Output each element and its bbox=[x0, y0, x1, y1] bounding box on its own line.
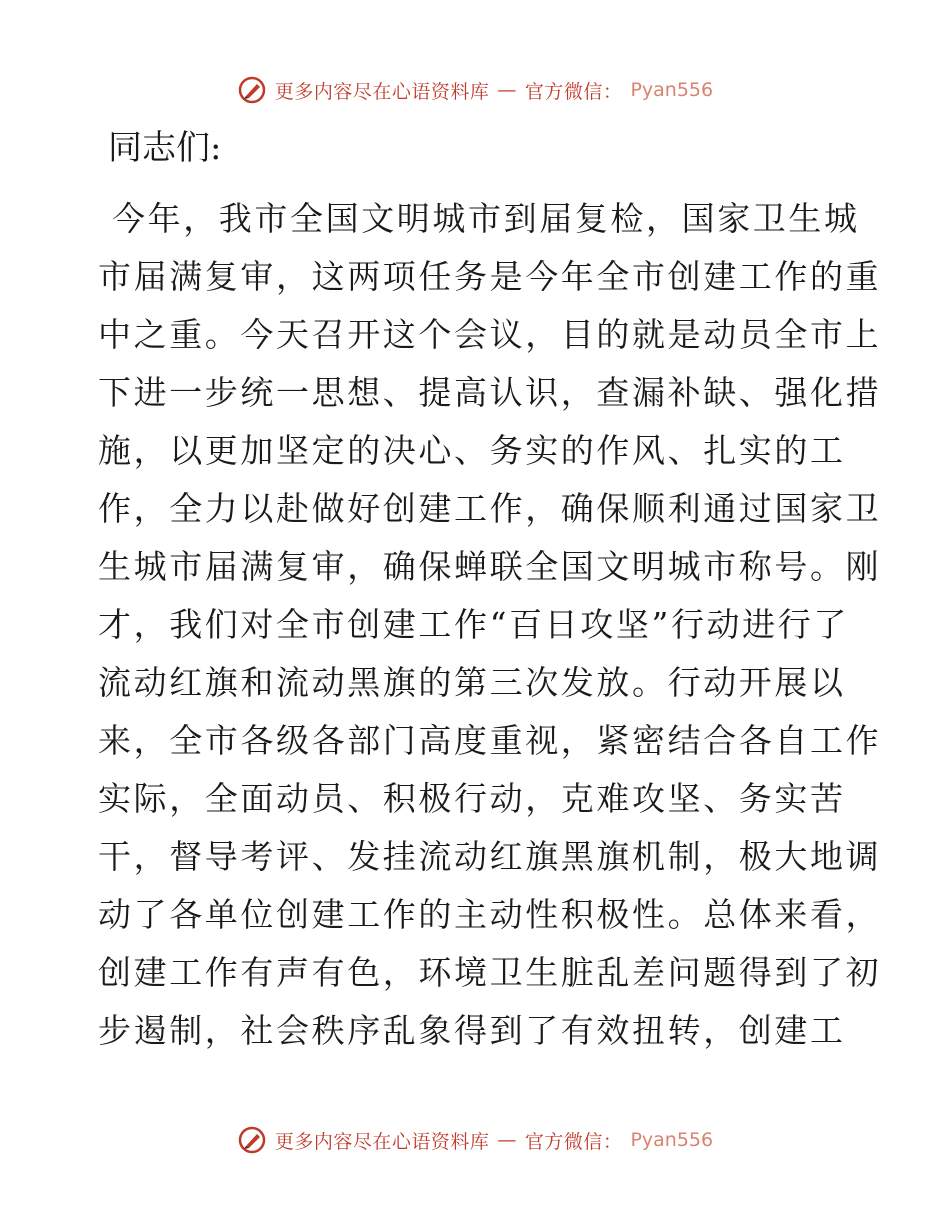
body-line: 流动红旗和流动黑旗的第三次发放。行动开展以 bbox=[98, 663, 846, 702]
body-line: 干，督导考评、发挂流动红旗黑旗机制，极大地调 bbox=[98, 837, 882, 876]
header-watermark bbox=[0, 70, 950, 110]
pen-circle-logo-icon bbox=[237, 1125, 267, 1155]
body-line: 步遏制，社会秩序乱象得到了有效扭转，创建工 bbox=[98, 1011, 846, 1050]
watermark-contact-id: Pyan556 bbox=[630, 1129, 714, 1151]
body-line: 创建工作有声有色，环境卫生脏乱差问题得到了初 bbox=[98, 953, 882, 992]
body-line: 中之重。今天召开这个会议，目的就是动员全市上 bbox=[98, 315, 882, 354]
watermark-contact-id: Pyan556 bbox=[630, 79, 714, 101]
watermark-text: 更多内容尽在心语资料库 bbox=[274, 80, 490, 103]
body-line: 动了各单位创建工作的主动性积极性。总体来看， bbox=[98, 895, 882, 934]
pen-circle-logo-icon bbox=[237, 75, 267, 105]
body-paragraph bbox=[98, 190, 882, 1060]
watermark-dash: — bbox=[497, 1129, 517, 1151]
body-line: 生城市届满复审，确保蝉联全国文明城市称号。刚 bbox=[98, 547, 882, 586]
watermark-contact-label: 官方微信： bbox=[524, 1130, 623, 1153]
body-line: 来，全市各级各部门高度重视，紧密结合各自工作 bbox=[98, 721, 882, 760]
body-line: 市届满复审，这两项任务是今年全市创建工作的重 bbox=[98, 257, 882, 296]
body-line: 实际，全面动员、积极行动，克难攻坚、务实苦 bbox=[98, 779, 846, 818]
body-line: 才，我们对全市创建工作“百日攻坚”行动进行了 bbox=[98, 605, 849, 644]
footer-watermark bbox=[0, 1120, 950, 1160]
body-line: 下进一步统一思想、提高认识，查漏补缺、强化措 bbox=[98, 373, 882, 412]
salutation: 同志们: bbox=[108, 128, 222, 168]
body-line: 施，以更加坚定的决心、务实的作风、扎实的工 bbox=[98, 431, 846, 470]
body-line: 今年，我市全国文明城市到届复检，国家卫生城 bbox=[112, 199, 860, 238]
watermark-dash: — bbox=[497, 79, 517, 101]
body-line: 作，全力以赴做好创建工作，确保顺利通过国家卫 bbox=[98, 489, 882, 528]
watermark-contact-label: 官方微信： bbox=[524, 80, 623, 103]
watermark-text: 更多内容尽在心语资料库 bbox=[274, 1130, 490, 1153]
